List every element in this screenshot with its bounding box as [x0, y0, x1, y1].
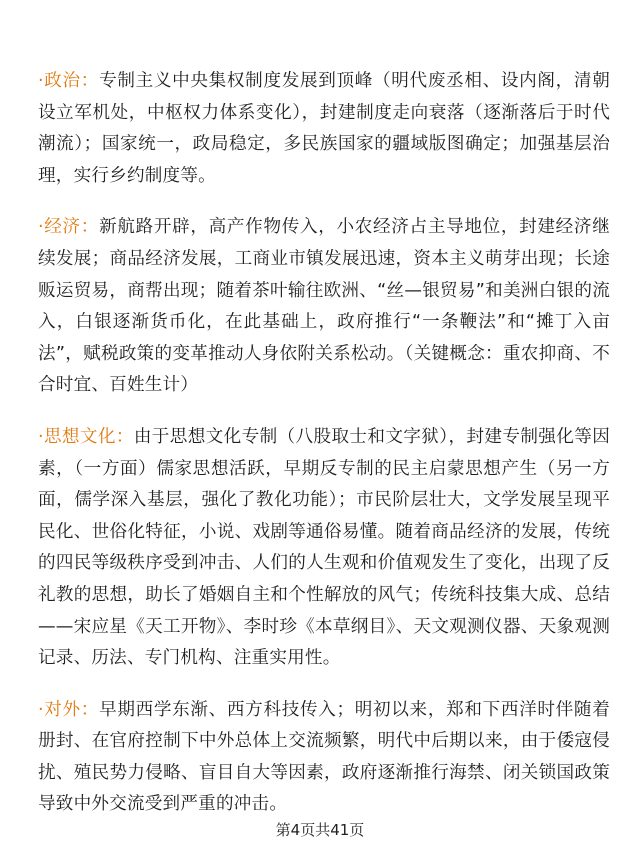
section-label: ·政治：: [38, 71, 100, 91]
section-text: 新航路开辟，高产作物传入，小农经济占主导地位，封建经济继续发展；商品经济发展，工商业市镇发展迅速，资本主义萌芽出现；长途贩运贸易，商帮出现；随着茶叶输往欧洲、“丝—银贸易”和美洲白银的流入，白银逐渐货币化，在此基础上，政府推行“一条鞭法”和“摊丁入亩法”，赋税政策的变革推动人身依附关系松动。（关键概念：重农抑商、不合时宜、百姓生计）: [38, 217, 610, 396]
section-foreign-relations: [38, 695, 610, 821]
section-label: ·对外：: [38, 699, 100, 720]
section-text: 专制主义中央集权制度发展到顶峰（明代废丞相、设内阁，清朝设立军机处，中枢权力体系变化），封建制度走向衰落（逐渐落后于时代潮流）；国家统一，政局稳定，多民族国家的疆域版图确定；加强基层治理，实行乡约制度等。: [38, 71, 610, 186]
section-label: ·经济：: [38, 217, 100, 238]
section-label: ·思想文化：: [38, 426, 134, 447]
page-number: 第4页共41页: [275, 821, 365, 839]
section-economy: [38, 212, 610, 402]
section-text: 早期西学东渐、西方科技传入；明初以来，郑和下西洋时伴随着册封、在官府控制下中外总体上交流频繁，明代中后期以来，由于倭寇侵扰、殖民势力侵略、盲目自大等因素，政府逐渐推行海禁、闭关锁国政策导致中外交流受到严重的冲击。: [38, 699, 610, 815]
section-text: 由于思想文化专制（八股取士和文字狱），封建专制强化等因素，（一方面）儒家思想活跃，早期反专制的民主启蒙思想产生（另一方面，儒学深入基层，强化了教化功能）；市民阶层壮大，文学发展呈现平民化、世俗化特征，小说、戏剧等通俗易懂。随着商品经济的发展，传统的四民等级秩序受到冲击、人们的人生观和价值观发生了变化，出现了反礼教的思想，助长了婚姻自主和个性解放的风气；传统科技集大成、总结——宋应星《天工开物》、李时珍《本草纲目》、天文观测仪器、天象观测记录、历法、专门机构、注重实用性。: [38, 426, 610, 669]
section-culture: [38, 422, 610, 675]
section-politics: [38, 66, 610, 192]
